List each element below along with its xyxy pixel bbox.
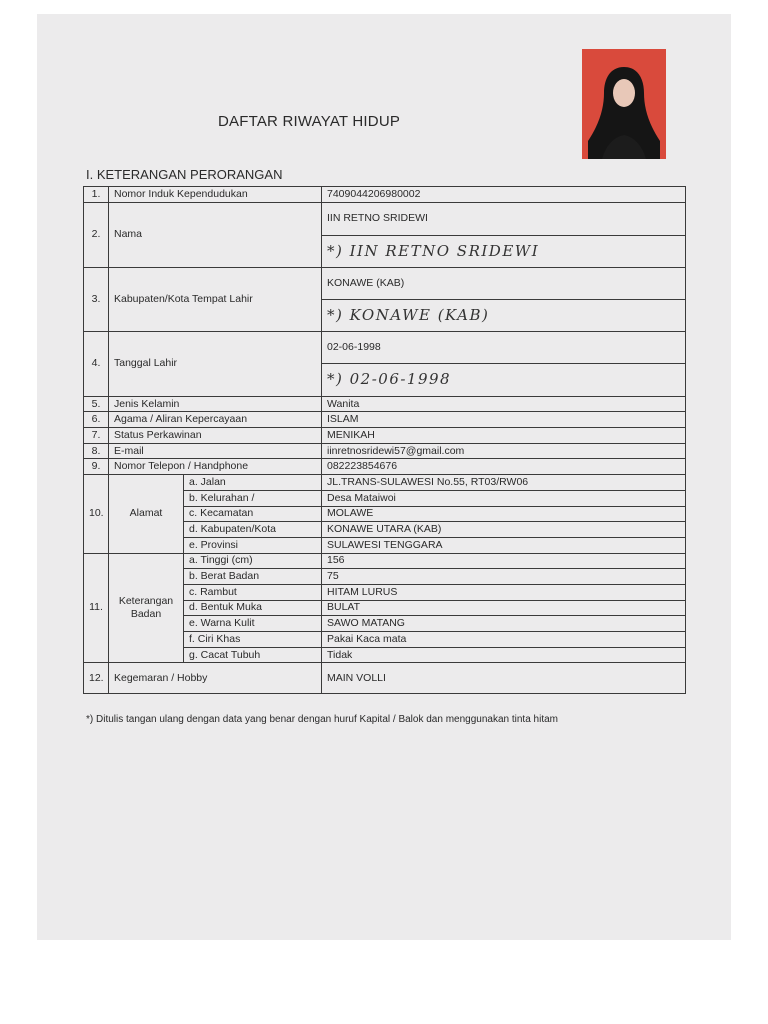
row-label: Kegemaran / Hobby [109, 663, 322, 694]
sub-value: Desa Mataiwoi [322, 490, 686, 506]
row-label: Alamat [109, 475, 184, 553]
table-row [84, 187, 686, 203]
row-number: 2. [84, 202, 109, 267]
row-label: Agama / Aliran Kepercayaan [109, 412, 322, 428]
sub-value: SULAWESI TENGGARA [322, 537, 686, 553]
footnote: *) Ditulis tangan ulang dengan data yang benar dengan huruf Kapital / Balok dan menggunakan tinta hitam [86, 714, 559, 725]
sub-label: f. Ciri Khas [184, 632, 322, 648]
sub-label: b. Berat Badan [184, 569, 322, 585]
handwritten-value: *) 02-06-1998 [322, 363, 686, 396]
table-row [84, 267, 686, 299]
table-row [84, 475, 686, 491]
table-row [84, 663, 686, 694]
table-row [84, 443, 686, 459]
sub-label: d. Bentuk Muka [184, 600, 322, 616]
row-number: 1. [84, 187, 109, 203]
row-number: 9. [84, 459, 109, 475]
table-row [84, 396, 686, 412]
row-label: Status Perkawinan [109, 428, 322, 444]
table-row [84, 459, 686, 475]
sub-label: b. Kelurahan / [184, 490, 322, 506]
row-value: KONAWE (KAB) [322, 267, 686, 299]
sub-label: d. Kabupaten/Kota [184, 522, 322, 538]
row-number: 12. [84, 663, 109, 694]
row-value: MENIKAH [322, 428, 686, 444]
row-label: Jenis Kelamin [109, 396, 322, 412]
table-row [84, 331, 686, 363]
row-number: 5. [84, 396, 109, 412]
row-value: iinretnosridewi57@gmail.com [322, 443, 686, 459]
person-photo-icon [582, 49, 666, 159]
sub-label: e. Warna Kulit [184, 616, 322, 632]
sub-label: c. Rambut [184, 584, 322, 600]
row-number: 8. [84, 443, 109, 459]
sub-value: MOLAWE [322, 506, 686, 522]
row-value: 082223854676 [322, 459, 686, 475]
sub-label: g. Cacat Tubuh [184, 647, 322, 663]
row-label: Nomor Induk Kependudukan [109, 187, 322, 203]
sub-value: HITAM LURUS [322, 584, 686, 600]
sub-label: a. Jalan [184, 475, 322, 491]
profile-photo [582, 49, 666, 159]
row-number: 4. [84, 331, 109, 396]
sub-value: KONAWE UTARA (KAB) [322, 522, 686, 538]
section-heading: I. KETERANGAN PERORANGAN [86, 167, 283, 182]
row-label: Tanggal Lahir [109, 331, 322, 396]
row-label: Keterangan Badan [109, 553, 184, 663]
row-number: 10. [84, 475, 109, 553]
row-number: 6. [84, 412, 109, 428]
document-title: DAFTAR RIWAYAT HIDUP [218, 113, 401, 130]
personal-data-table [83, 186, 686, 694]
sub-label: e. Provinsi [184, 537, 322, 553]
sub-value: SAWO MATANG [322, 616, 686, 632]
row-number: 3. [84, 267, 109, 331]
row-value: ISLAM [322, 412, 686, 428]
handwritten-value: *) IIN RETNO SRIDEWI [322, 235, 686, 267]
table-row [84, 202, 686, 235]
table-row [84, 412, 686, 428]
row-value: IIN RETNO SRIDEWI [322, 202, 686, 235]
sub-value: 156 [322, 553, 686, 569]
handwritten-value: *) KONAWE (KAB) [322, 299, 686, 331]
row-label: Kabupaten/Kota Tempat Lahir [109, 267, 322, 331]
row-number: 7. [84, 428, 109, 444]
row-value: Wanita [322, 396, 686, 412]
row-value: 7409044206980002 [322, 187, 686, 203]
table-row [84, 553, 686, 569]
row-label: Nomor Telepon / Handphone [109, 459, 322, 475]
row-number: 11. [84, 553, 109, 663]
row-value: 02-06-1998 [322, 331, 686, 363]
sub-label: c. Kecamatan [184, 506, 322, 522]
sub-value: Tidak [322, 647, 686, 663]
row-label: E-mail [109, 443, 322, 459]
sub-value: BULAT [322, 600, 686, 616]
sub-label: a. Tinggi (cm) [184, 553, 322, 569]
sub-value: 75 [322, 569, 686, 585]
sub-value: JL.TRANS-SULAWESI No.55, RT03/RW06 [322, 475, 686, 491]
table-row [84, 428, 686, 444]
row-value: MAIN VOLLI [322, 663, 686, 694]
row-label: Nama [109, 202, 322, 267]
sub-value: Pakai Kaca mata [322, 632, 686, 648]
